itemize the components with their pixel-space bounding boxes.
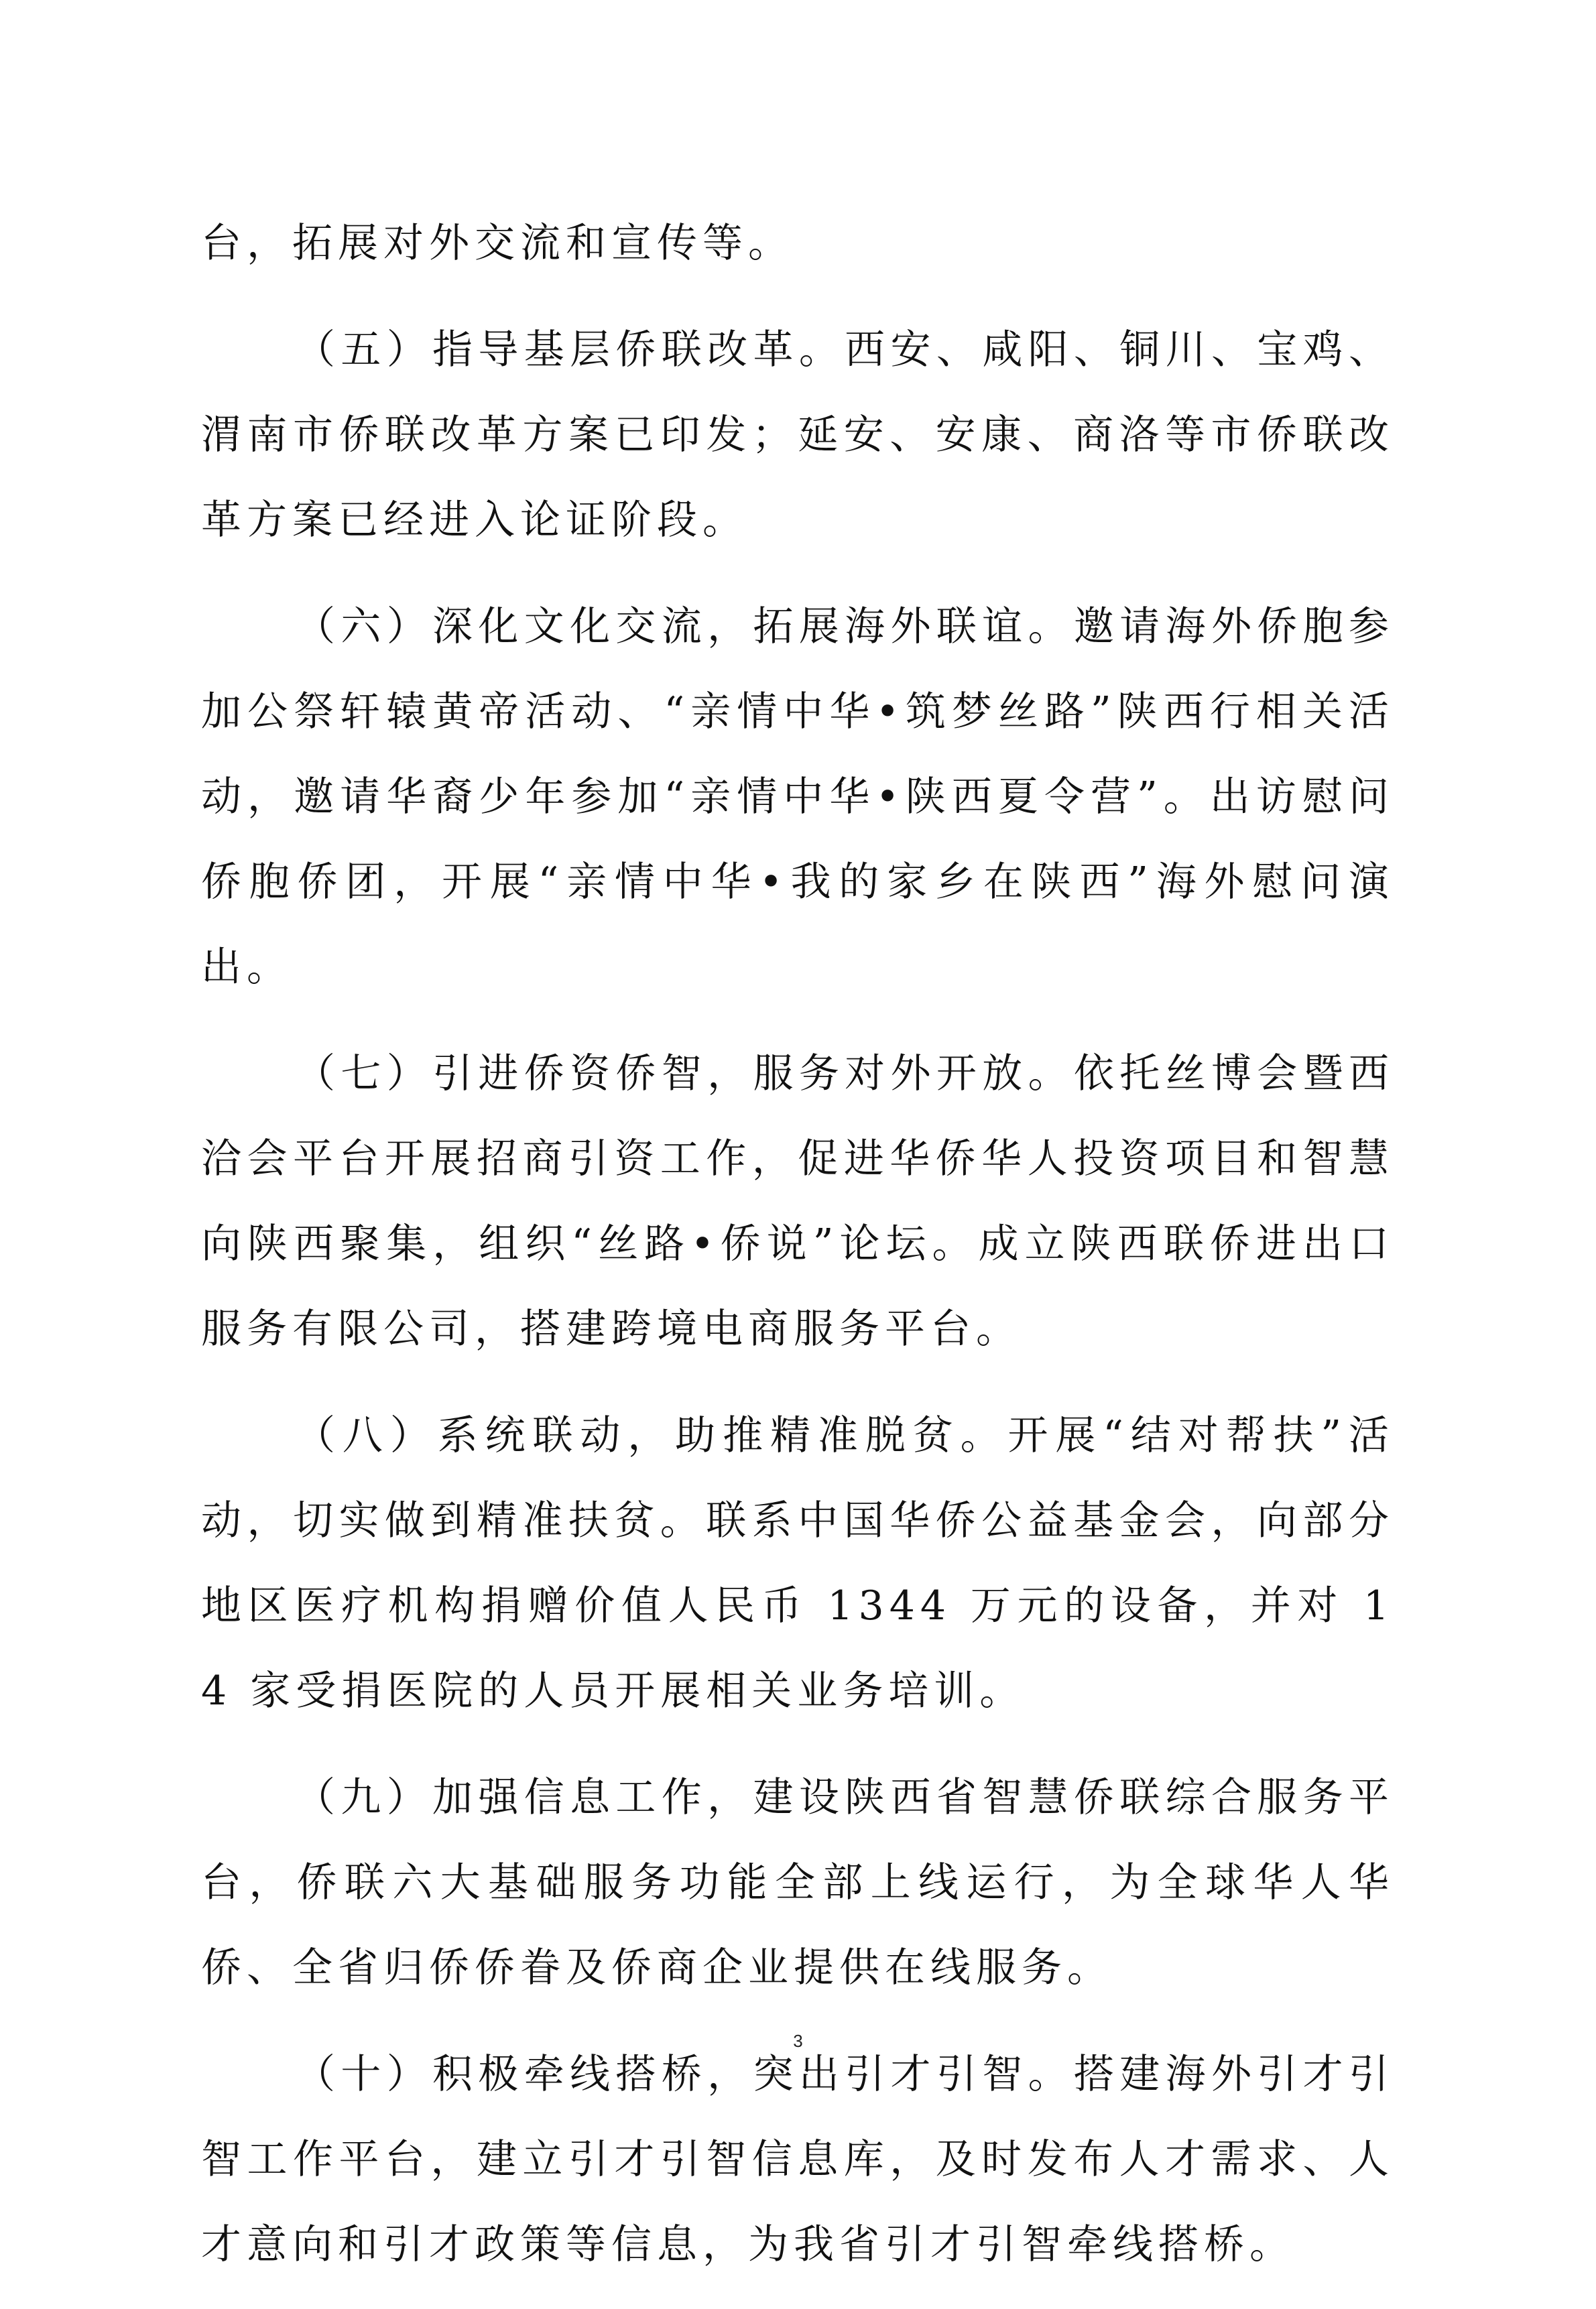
paragraph-section-9: （九）加强信息工作，建设陕西省智慧侨联综合服务平台，侨联六大基础服务功能全部上线运行，为全球华人华侨、全省归侨侨眷及侨商企业提供在线服务。 [201,1774,1394,1991]
document-body [201,201,1394,2309]
paragraph-section-7: （七）引进侨资侨智，服务对外开放。依托丝博会暨西洽会平台开展招商引资工作，促进华侨华人投资项目和智慧向陕西聚集，组织“丝路•侨说”论坛。成立陕西联侨进出口服务有限公司，搭建跨境电商服务平台。 [201,1050,1394,1353]
page-number: 3 [793,2031,803,2051]
paragraph-section-5: （五）指导基层侨联改革。西安、咸阳、铜川、宝鸡、渭南市侨联改革方案已印发；延安、安康、商洛等市侨联改革方案已经进入论证阶段。 [201,326,1394,544]
paragraph-section-6: （六）深化文化交流，拓展海外联谊。邀请海外侨胞参加公祭轩辕黄帝活动、“亲情中华•筑梦丝路”陕西行相关活动，邀请华裔少年参加“亲情中华•陕西夏令营”。出访慰问侨胞侨团，开展“亲情中华•我的家乡在陕西”海外慰问演出。 [201,603,1394,991]
paragraph-section-8: （八）系统联动，助推精准脱贫。开展“结对帮扶”活动，切实做到精准扶贫。联系中国华侨公益基金会，向部分地区医疗机构捐赠价值人民币 1344 万元的设备，并对 14 家受捐医院的人员开展相关业务培训。 [201,1412,1394,1714]
paragraph-section-10: （十）积极牵线搭桥，突出引才引智。搭建海外引才引智工作平台，建立引才引智信息库，及时发布人才需求、人才意向和引才政策等信息，为我省引才引智牵线搭桥。 [201,2051,1394,2268]
paragraph-continuation: 台，拓展对外交流和宣传等。 [201,220,794,267]
